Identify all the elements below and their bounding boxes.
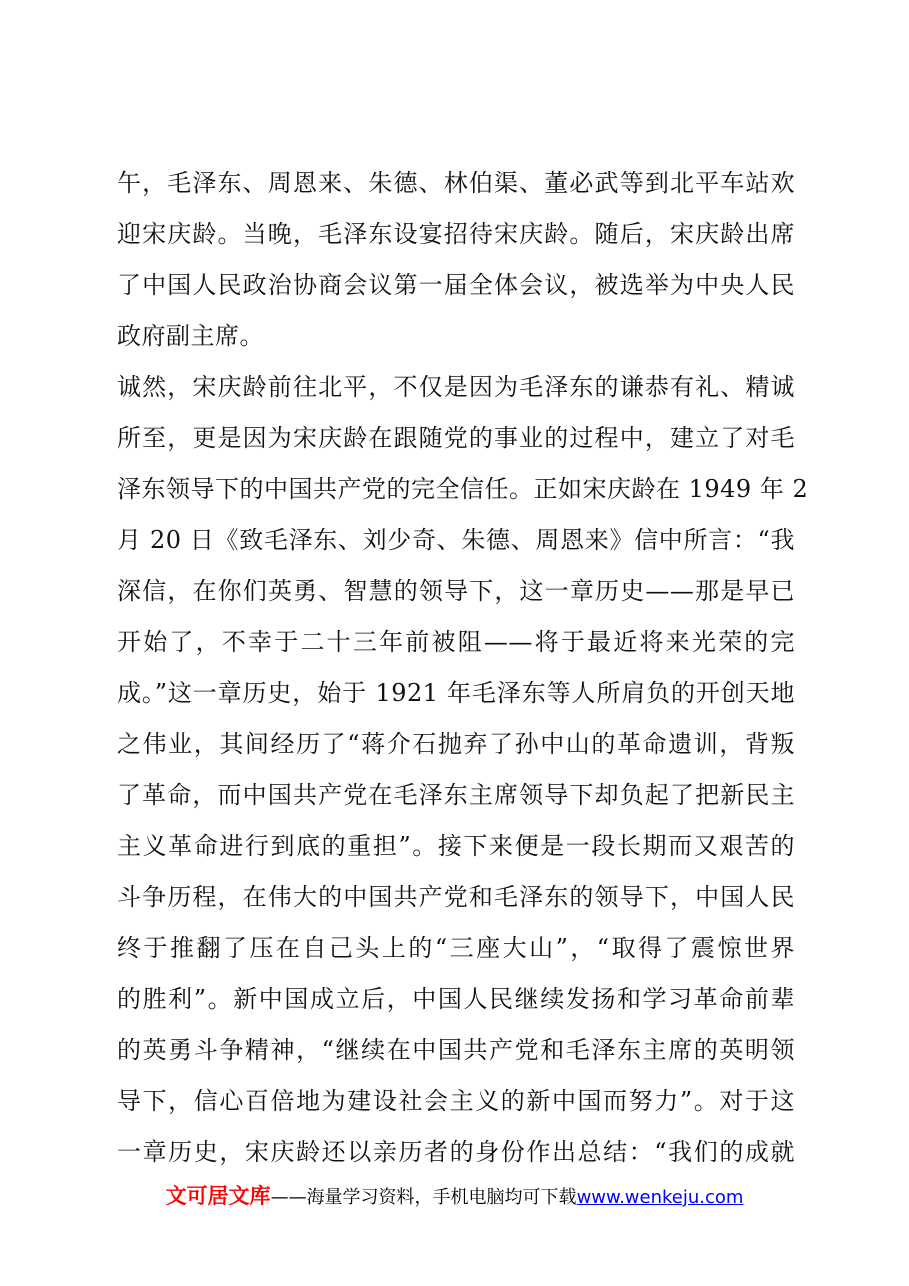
text-line: 斗争历程，在伟大的中国共产党和毛泽东的领导下，中国人民 [117, 883, 795, 911]
text-line: 所至，更是因为宋庆龄在跟随党的事业的过程中，建立了对毛 [117, 424, 795, 452]
text-line: 的英勇斗争精神，“继续在中国共产党和毛泽东主席的英明领 [117, 1036, 795, 1064]
text-line: 深信，在你们英勇、智慧的领导下，这一章历史——那是早已 [117, 577, 795, 605]
text-line: 迎宋庆龄。当晚，毛泽东设宴招待宋庆龄。随后，宋庆龄出席 [117, 220, 795, 248]
page-footer [0, 1182, 909, 1212]
text-line: 一章历史，宋庆龄还以亲历者的身份作出总结：“我们的成就 [117, 1138, 795, 1166]
text-line: 了中国人民政治协商会议第一届全体会议，被选举为中央人民 [117, 271, 795, 299]
footer-tagline: ——海量学习资料，手机电脑均可下载 [270, 1187, 577, 1208]
text-line: 导下，信心百倍地为建设社会主义的新中国而努力”。对于这 [117, 1087, 795, 1115]
text-line: 诚然，宋庆龄前往北平，不仅是因为毛泽东的谦恭有礼、精诚 [117, 373, 795, 401]
footer-brand: 文可居文库 [165, 1184, 271, 1208]
text-line: 政府副主席。 [117, 322, 264, 350]
text-line: 午，毛泽东、周恩来、朱德、林伯渠、董必武等到北平车站欢 [117, 169, 795, 197]
body-text [117, 165, 809, 1185]
text-line: 成。”这一章历史，始于 1921 年毛泽东等人所肩负的开创天地 [117, 679, 795, 707]
footer-website-link[interactable]: www.wenkeju.com [576, 1187, 744, 1208]
text-line: 之伟业，其间经历了“蒋介石抛弃了孙中山的革命遗训，背叛 [117, 730, 795, 758]
text-line: 月 20 日《致毛泽东、刘少奇、朱德、周恩来》信中所言：“我 [117, 526, 795, 554]
text-line: 泽东领导下的中国共产党的完全信任。正如宋庆龄在 1949 年 2 [117, 475, 809, 503]
text-line: 了革命，而中国共产党在毛泽东主席领导下却负起了把新民主 [117, 781, 795, 809]
text-line: 的胜利”。新中国成立后，中国人民继续发扬和学习革命前辈 [117, 985, 795, 1013]
text-line: 终于推翻了压在自己头上的“三座大山”，“取得了震惊世界 [117, 934, 795, 962]
text-line: 开始了，不幸于二十三年前被阻——将于最近将来光荣的完 [117, 628, 795, 656]
text-line: 主义革命进行到底的重担”。接下来便是一段长期而又艰苦的 [117, 832, 795, 860]
